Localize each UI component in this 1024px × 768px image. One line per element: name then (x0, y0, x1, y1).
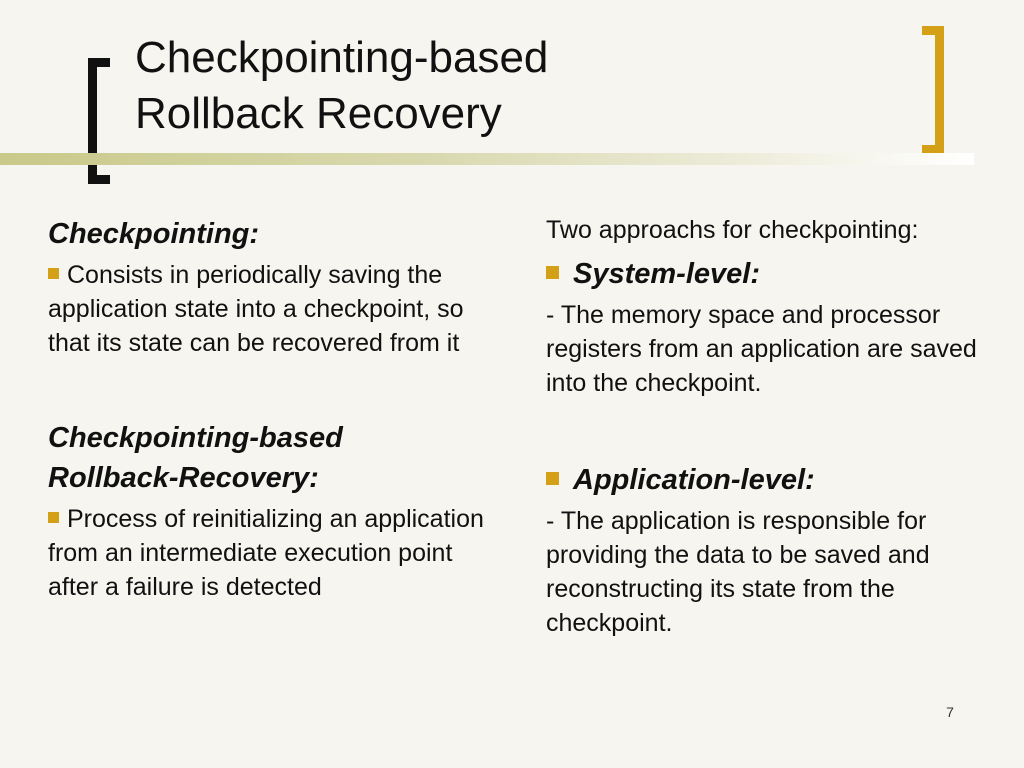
page-number: 7 (946, 704, 954, 720)
checkpointing-text: Consists in periodically saving the application state into a checkpoint, so that its state can be recovered from it (48, 261, 464, 357)
right-column (546, 214, 1006, 640)
application-level-text: - The application is responsible for providing the data to be saved and reconstructing its state from the checkpoint. (546, 507, 930, 637)
application-level-label: Application-level: (573, 464, 815, 496)
left-column (48, 214, 498, 604)
approaches-intro: Two approachs for checkpointing: (546, 216, 919, 244)
application-level-heading (546, 460, 1006, 500)
system-level-label: System-level: (573, 258, 760, 290)
rollback-recovery-text: Process of reinitializing an application from an intermediate execution point after a failure is detected (48, 505, 484, 601)
square-bullet-icon (48, 268, 59, 279)
title-underline (0, 153, 974, 165)
square-bullet-icon (48, 512, 59, 523)
rollback-heading-line2: Rollback-Recovery: (48, 462, 319, 494)
square-bullet-icon (546, 266, 559, 279)
left-bracket-decoration (88, 58, 110, 184)
slide-title-line2: Rollback Recovery (135, 89, 502, 138)
slide-title-line1: Checkpointing-based (135, 33, 549, 82)
rollback-recovery-heading (48, 418, 498, 498)
system-level-text: - The memory space and processor registers from an application are saved into the checkpoint. (546, 301, 977, 397)
right-bracket-decoration (922, 26, 944, 154)
square-bullet-icon (546, 472, 559, 485)
checkpointing-bullet (48, 258, 498, 360)
system-level-heading (546, 254, 1006, 294)
rollback-recovery-bullet (48, 502, 498, 604)
rollback-heading-line1: Checkpointing-based (48, 422, 343, 454)
slide-title (135, 30, 895, 142)
checkpointing-heading: Checkpointing: (48, 218, 260, 250)
